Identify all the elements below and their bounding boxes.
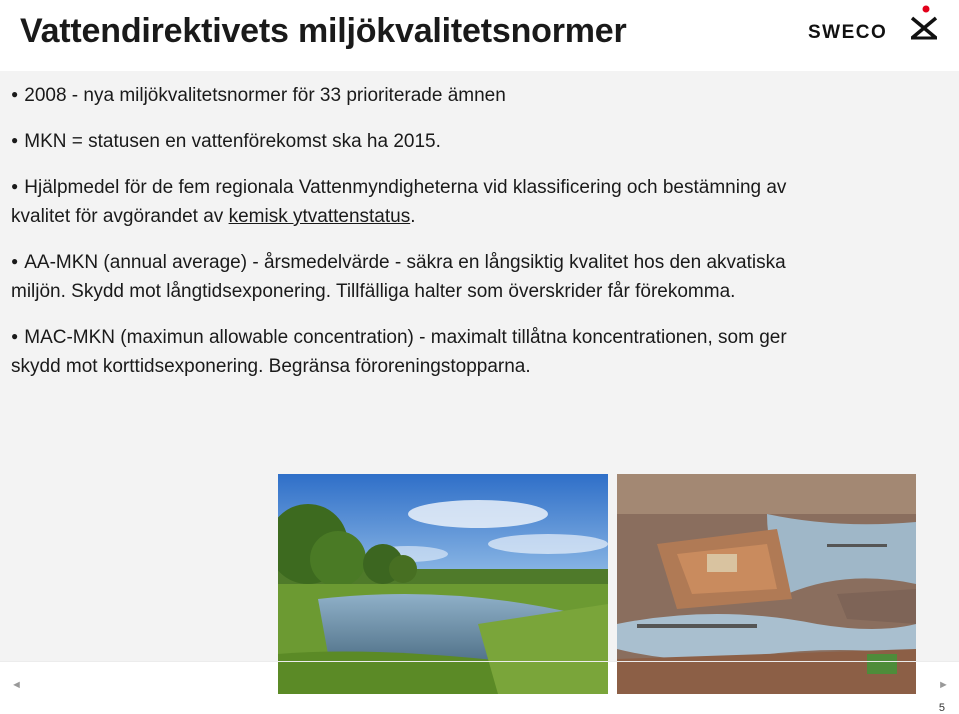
next-slide-icon[interactable]: ►	[938, 679, 949, 691]
footer-divider	[0, 661, 959, 662]
kemisk-ytvattenstatus-link[interactable]: kemisk ytvattenstatus	[228, 206, 411, 227]
bullet-item: ● MAC-MKN (maximun allowable concentration) - maximalt tillåtna koncentrationen, som ger skydd mot korttidsexponering. Begränsa föroreningstopparna.	[11, 327, 787, 377]
bullet-dot-icon: ●	[11, 254, 19, 268]
sweco-logo-icon	[900, 4, 940, 44]
page-title: Vattendirektivets miljökvalitetsnormer	[20, 12, 627, 50]
bullet-dot-icon: ●	[11, 179, 19, 193]
page-number: 5	[938, 702, 945, 714]
bullet-dot-icon: ●	[11, 87, 19, 101]
bullet-item: ● MKN = statusen en vattenförekomst ska ha 2015.	[11, 131, 441, 152]
prev-slide-icon[interactable]: ◄	[11, 679, 22, 691]
bullet-dot-icon: ●	[11, 133, 19, 147]
bullet-list	[11, 80, 841, 397]
bullet-item: ● Hjälpmedel för de fem regionala Vattenmyndigheterna vid klassificering och bestämning av kvalitet för avgörandet av kemisk ytvattenstatus.	[11, 177, 787, 227]
bullet-dot-icon: ●	[11, 329, 19, 343]
bullet-item: ● AA-MKN (annual average) - årsmedelvärde - säkra en långsiktig kvalitet hos den akvatiska miljön. Skydd mot långtidsexponering. Tillfälliga halter som överskrider får förekomma.	[11, 252, 786, 302]
bullet-item: ● 2008 - nya miljökvalitetsnormer för 33 prioriterade ämnen	[11, 85, 506, 106]
sweco-logo	[808, 4, 942, 44]
logo-text: SWECO	[808, 22, 888, 43]
